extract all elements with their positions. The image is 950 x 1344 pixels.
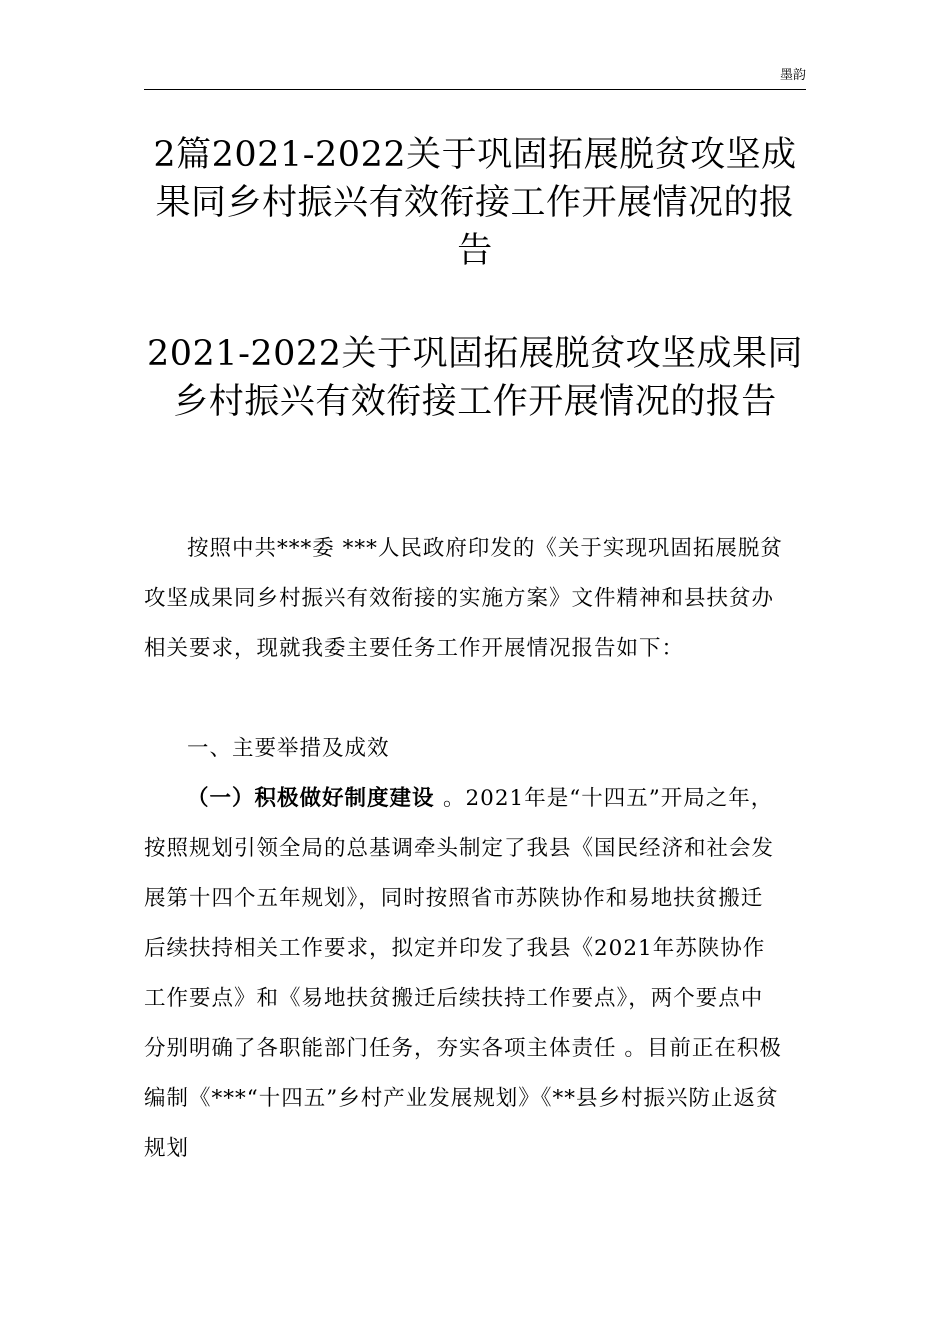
document-subtitle: 2021-2022关于巩固拓展脱贫攻坚成果同乡村振兴有效衔接工作开展情况的报告 [147,334,803,422]
item-body: 。2021年是“十四五”开局之年，按照规划引领全局的总基调牵头制定了我县《国民经济和社会发展第十四个五年规划》，同时按照省市苏陕协作和易地扶贫搬迁后续扶持相关工作要求，拟定并印发了我县《2021年苏陕协作工作要点》和《易地扶贫搬迁后续扶持工作要点》，两个要点中分别明确了各职能部门任务，夯实各项主体责任 。目前正在积极编制《***“十四五”乡村产业发展规划》《**县乡村振兴防止返贫规划 [144,786,782,1161]
section-heading: 一、主要举措及成效 [187,736,390,761]
header-divider [144,89,806,90]
item-paragraph [144,774,784,1174]
item-heading: （一）积极做好制度建设 [187,786,443,811]
document-title: 2篇2021-2022关于巩固拓展脱贫攻坚成果同乡村振兴有效衔接工作开展情况的报告 [153,135,797,271]
header-brand: 墨韵 [779,68,806,83]
intro-paragraph: 按照中共***委 ***人民政府印发的《关于实现巩固拓展脱贫攻坚成果同乡村振兴有效衔接的实施方案》文件精神和县扶贫办相关要求，现就我委主要任务工作开展情况报告如下： [144,536,783,661]
